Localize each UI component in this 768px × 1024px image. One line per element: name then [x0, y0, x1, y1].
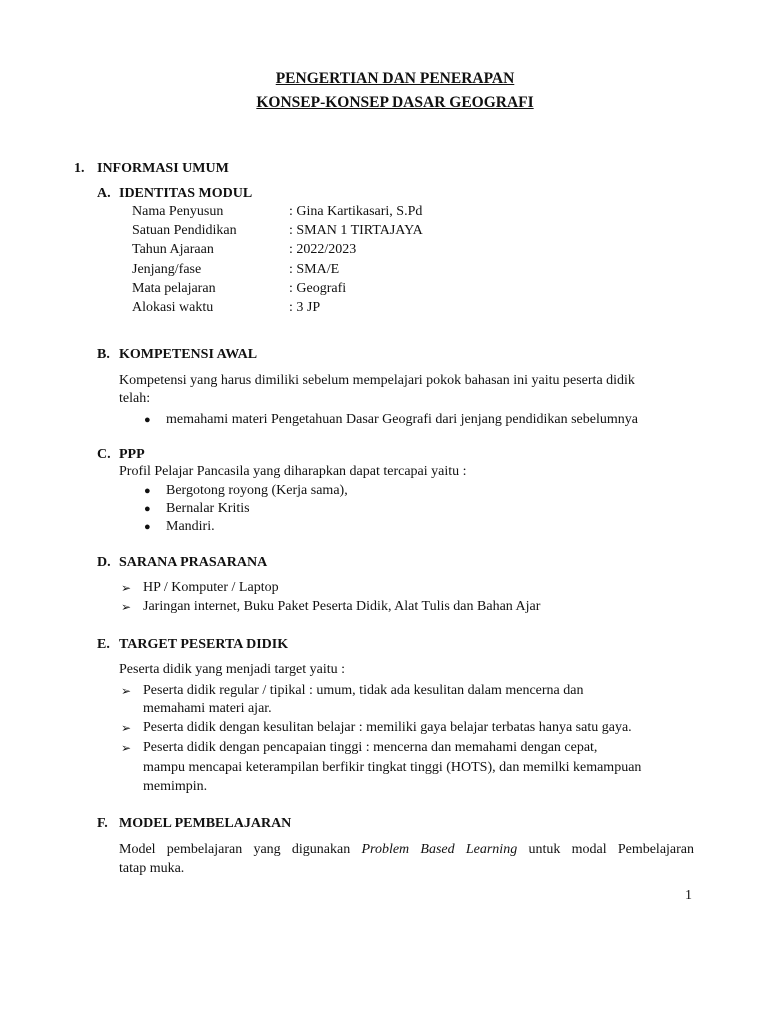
subsection-heading-ppp: PPP	[119, 447, 145, 462]
model-text-italic: Problem Based Learning	[361, 842, 518, 857]
arrow-bullet-icon: ➢	[121, 721, 132, 735]
identity-key: Tahun Ajaraan	[132, 242, 214, 257]
document-title-line-1: PENGERTIAN DAN PENERAPAN	[275, 70, 515, 87]
bullet-icon: ●	[144, 485, 151, 497]
ppp-intro: Profil Pelajar Pancasila yang diharapkan dapat tercapai yaitu :	[119, 464, 467, 479]
arrow-bullet-icon: ➢	[121, 581, 132, 595]
kompetensi-intro-line-1: Kompetensi yang harus dimiliki sebelum mempelajari pokok bahasan ini yaitu peserta didik	[119, 373, 635, 388]
document-title-line-2: KONSEP-KONSEP DASAR GEOGRAFI	[256, 94, 534, 111]
arrow-bullet-icon: ➢	[121, 600, 132, 614]
identity-key: Nama Penyusun	[132, 204, 224, 219]
identity-key: Alokasi waktu	[132, 300, 214, 315]
bullet-icon: ●	[144, 521, 151, 533]
identity-value: : 3 JP	[289, 300, 321, 315]
subsection-letter-d: D.	[97, 555, 111, 570]
identity-value: : SMAN 1 TIRTAJAYA	[289, 223, 423, 238]
target-item-3-line-3: memimpin.	[143, 779, 208, 794]
target-item-3-line-2: mampu mencapai keterampilan berfikir tingkat tinggi (HOTS), dan memilki kemampuan	[143, 760, 642, 775]
target-item-1-line-2: memahami materi ajar.	[143, 701, 272, 716]
target-item-2: Peserta didik dengan kesulitan belajar : memiliki gaya belajar terbatas hanya satu gaya.	[143, 720, 632, 735]
subsection-heading-sarana-prasarana: SARANA PRASARANA	[119, 555, 268, 570]
target-intro: Peserta didik yang menjadi target yaitu :	[119, 662, 346, 677]
subsection-heading-identitas-modul: IDENTITAS MODUL	[119, 186, 253, 201]
subsection-letter-a: A.	[97, 186, 111, 201]
ppp-bullet-item: Bernalar Kritis	[166, 501, 250, 516]
identity-value: : Geografi	[289, 281, 347, 296]
subsection-heading-target-peserta-didik: TARGET PESERTA DIDIK	[119, 637, 289, 652]
subsection-letter-e: E.	[97, 637, 110, 652]
bullet-icon: ●	[144, 414, 151, 426]
sarana-item: HP / Komputer / Laptop	[143, 580, 279, 595]
subsection-letter-f: F.	[97, 816, 108, 831]
identity-key: Jenjang/fase	[132, 262, 202, 277]
section-heading-informasi-umum: INFORMASI UMUM	[97, 161, 229, 176]
target-item-3-line-1: Peserta didik dengan pencapaian tinggi : mencerna dan memahami dengan cepat,	[143, 740, 598, 755]
subsection-heading-kompetensi-awal: KOMPETENSI AWAL	[119, 347, 258, 362]
subsection-letter-b: B.	[97, 347, 110, 362]
kompetensi-bullet-item: memahami materi Pengetahuan Dasar Geografi dari jenjang pendidikan sebelumnya	[166, 412, 638, 427]
page-number: 1	[685, 888, 692, 903]
subsection-letter-c: C.	[97, 447, 111, 462]
section-number: 1.	[74, 161, 85, 176]
model-paragraph-line-2: tatap muka.	[119, 861, 185, 876]
identity-key: Satuan Pendidikan	[132, 223, 237, 238]
identity-value: : Gina Kartikasari, S.Pd	[289, 204, 423, 219]
bullet-icon: ●	[144, 503, 151, 515]
kompetensi-intro-line-2: telah:	[119, 391, 151, 406]
ppp-bullet-item: Mandiri.	[166, 519, 215, 534]
identity-value: : 2022/2023	[289, 242, 357, 257]
model-paragraph-line-1	[119, 842, 694, 858]
arrow-bullet-icon: ➢	[121, 684, 132, 698]
ppp-bullet-item: Bergotong royong (Kerja sama),	[166, 483, 348, 498]
model-text-post: untuk modal Pembelajaran	[528, 842, 695, 857]
sarana-item: Jaringan internet, Buku Paket Peserta Didik, Alat Tulis dan Bahan Ajar	[143, 599, 541, 614]
arrow-bullet-icon: ➢	[121, 741, 132, 755]
target-item-1-line-1: Peserta didik regular / tipikal : umum, tidak ada kesulitan dalam mencerna dan	[143, 683, 584, 698]
subsection-heading-model-pembelajaran: MODEL PEMBELAJARAN	[119, 816, 292, 831]
model-text-pre: Model pembelajaran yang digunakan	[119, 842, 351, 857]
identity-key: Mata pelajaran	[132, 281, 216, 296]
identity-value: : SMA/E	[289, 262, 340, 277]
